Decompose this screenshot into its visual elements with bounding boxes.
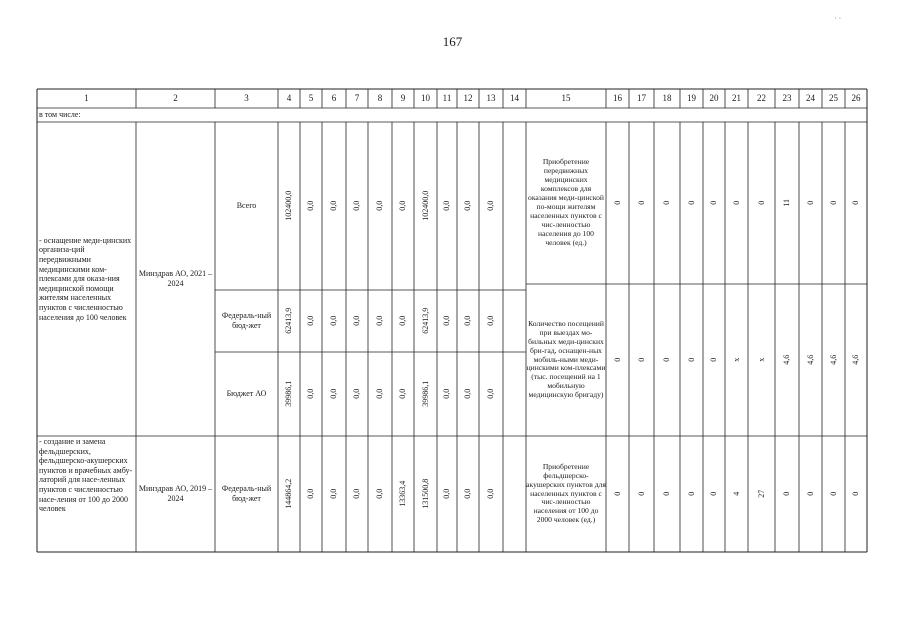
row1-indicator-1-value	[775, 122, 799, 284]
header-cell: 10	[421, 93, 430, 104]
row1-value	[479, 122, 503, 290]
cell-value: 0,0	[463, 201, 473, 211]
row1-value	[346, 122, 368, 290]
row1-indicator-2-value	[799, 284, 822, 436]
row2-value	[322, 436, 346, 552]
cell-value: x	[756, 358, 766, 362]
row2-value	[278, 436, 300, 552]
cell-value: 13363,4	[398, 481, 408, 507]
row1-indicator-2-value	[703, 284, 725, 436]
row2-value	[479, 436, 503, 552]
row2-indicator-value	[629, 436, 654, 552]
row1-value	[414, 122, 437, 290]
corner-marks: · ·	[834, 14, 842, 23]
row1-indicator-1-value	[799, 122, 822, 284]
row2-indicator-value	[775, 436, 799, 552]
row1-indicator-1-value	[703, 122, 725, 284]
header-cell: 3	[244, 93, 249, 104]
row1-value	[368, 352, 392, 436]
row2-value	[437, 436, 457, 552]
row1-value	[300, 122, 322, 290]
cell-value: 62413,9	[284, 308, 294, 334]
cell-value: 0	[636, 358, 646, 362]
cell-value: 0,0	[329, 316, 339, 326]
cell-value: 0	[709, 492, 719, 496]
cell-value: 39986,1	[284, 381, 294, 407]
cell-value: 0	[709, 201, 719, 205]
header-cell: 6	[331, 93, 337, 104]
header-cell: 4	[286, 93, 292, 104]
header-cell: 1	[84, 93, 89, 104]
cell-value: 0	[662, 201, 672, 205]
row1-source-2: Федераль-ный бюд-жет	[221, 311, 272, 330]
row2-measure-name: - создание и замена фельдшерских, фельдшерско-акушерских пунктов и врачебных амбу-латорий для насе-ленных пунктов с численностью насе-ления от 100 до 2000 человек	[39, 437, 133, 514]
cell-value: 4,6	[805, 355, 815, 365]
cell-value: 0,0	[352, 389, 362, 399]
header-cell: 23	[782, 93, 792, 104]
cell-value: 0,0	[352, 201, 362, 211]
row2-value	[368, 436, 392, 552]
cell-value: 102400,0	[284, 191, 294, 221]
cell-value: 131500,8	[420, 479, 430, 509]
cell-value: 0,0	[375, 489, 385, 499]
row2-indicator: Приобретение фельдшерско-акушерских пунктов для населенных пунктов с чис-ленностью населения от 100 до 2000 человек (ед.)	[526, 461, 606, 525]
row2-value	[457, 436, 479, 552]
cell-value: 4,6	[782, 355, 792, 365]
cell-value: 0	[686, 358, 696, 362]
cell-value: 0	[636, 492, 646, 496]
cell-value: 0,0	[306, 316, 316, 326]
cell-value: 0	[782, 492, 792, 496]
cell-value: 0,0	[486, 389, 496, 399]
cell-value: 0,0	[329, 201, 339, 211]
row2-value	[392, 436, 414, 552]
cell-value: 0	[756, 201, 766, 205]
cell-value: 102400,0	[420, 191, 430, 221]
row1-value	[479, 352, 503, 436]
row1-measure-name: - оснащение меди-цинских организа-ций передвижными медицинскими ком-плексами для оказа-ния медицинской помощи жителям населенных пунктов с численностью населения до 100 человек	[39, 235, 132, 322]
cell-value: 0	[612, 201, 622, 205]
row2-value	[414, 436, 437, 552]
header-cell: 20	[709, 93, 719, 104]
header-cell: 5	[308, 93, 314, 104]
cell-value: 0,0	[486, 489, 496, 499]
row1-value	[278, 122, 300, 290]
row1-value	[368, 122, 392, 290]
row2-indicator-value	[748, 436, 775, 552]
header-cell: 16	[613, 93, 622, 104]
header-cell: 12	[463, 93, 473, 104]
cell-value: 0,0	[463, 389, 473, 399]
header-cell: 8	[377, 93, 383, 104]
row1-value	[457, 122, 479, 290]
header-cell: 15	[561, 93, 571, 104]
cell-value: 0	[662, 492, 672, 496]
cell-value: 0,0	[442, 316, 452, 326]
cell-value: x	[731, 358, 741, 362]
cell-value: 0,0	[329, 389, 339, 399]
cell-value: 0,0	[375, 201, 385, 211]
cell-value: 0	[851, 201, 861, 205]
row1-value	[346, 352, 368, 436]
cell-value: 0	[636, 201, 646, 205]
cell-value: 4	[731, 492, 741, 496]
row1-value	[368, 290, 392, 352]
section-label: в том числе:	[39, 110, 81, 120]
row1-executor: Минздрав АО, 2021 – 2024	[138, 269, 213, 288]
header-cell: 13	[486, 93, 496, 104]
cell-value: 0,0	[463, 489, 473, 499]
cell-value: 0,0	[329, 489, 339, 499]
page-number: 167	[442, 34, 463, 49]
row1-value	[322, 352, 346, 436]
row2-indicator-value	[799, 436, 822, 552]
row1-indicator-1-value	[606, 122, 629, 284]
cell-value: 0,0	[442, 389, 452, 399]
row1-value	[278, 352, 300, 436]
cell-value: 0,0	[306, 201, 316, 211]
cell-value: 0,0	[442, 201, 452, 211]
cell-value: 0	[828, 201, 838, 205]
row1-value	[479, 290, 503, 352]
row2-indicator-value	[845, 436, 867, 552]
cell-value: 0,0	[486, 316, 496, 326]
cell-value: 0,0	[375, 316, 385, 326]
row1-indicator-2-value	[654, 284, 680, 436]
header-cell: 11	[442, 93, 452, 104]
cell-value: 0,0	[442, 489, 452, 499]
row1-value	[457, 290, 479, 352]
row1-indicator-2-value	[845, 284, 867, 436]
row2-indicator-value	[654, 436, 680, 552]
cell-value: 0,0	[352, 316, 362, 326]
cell-value: 0	[805, 201, 815, 205]
row1-indicator-2-value	[775, 284, 799, 436]
cell-value: 0	[828, 492, 838, 496]
row1-value	[322, 122, 346, 290]
cell-value: 0,0	[398, 316, 408, 326]
cell-value: 0,0	[375, 389, 385, 399]
row1-indicator-1-value	[654, 122, 680, 284]
cell-value: 0	[612, 358, 622, 362]
row1-value	[300, 352, 322, 436]
cell-value: 0,0	[463, 316, 473, 326]
cell-value: 27	[756, 490, 766, 498]
row1-value	[414, 352, 437, 436]
row2-indicator-value	[703, 436, 725, 552]
header-cell: 2	[173, 93, 178, 104]
row2-executor: Минздрав АО, 2019 – 2024	[138, 484, 213, 503]
row2-source: Федераль-ный бюд-жет	[221, 484, 272, 503]
row1-value	[322, 290, 346, 352]
row1-value	[414, 290, 437, 352]
header-cell: 9	[400, 93, 406, 104]
row1-indicator-2-value	[629, 284, 654, 436]
row1-indicator-1-value	[629, 122, 654, 284]
cell-value: 0,0	[306, 389, 316, 399]
header-cell: 25	[829, 93, 838, 104]
row1-value	[437, 290, 457, 352]
row1-value	[346, 290, 368, 352]
header-cell: 18	[662, 93, 672, 104]
row2-value	[346, 436, 368, 552]
cell-value: 0	[851, 492, 861, 496]
cell-value: 0	[731, 201, 741, 205]
row2-indicator-value	[606, 436, 629, 552]
header-cell: 7	[354, 93, 360, 104]
row1-indicator-2-value	[680, 284, 703, 436]
row1-value	[457, 352, 479, 436]
header-cell: 21	[732, 93, 741, 104]
cell-value: 4,6	[851, 355, 861, 365]
row1-indicator-1-value	[725, 122, 748, 284]
cell-value: 11	[782, 199, 792, 207]
row1-indicator-1-value	[822, 122, 845, 284]
header-cell: 17	[637, 93, 646, 104]
cell-value: 0	[612, 492, 622, 496]
row1-value	[278, 290, 300, 352]
row2-indicator-value	[725, 436, 748, 552]
cell-value: 4,6	[828, 355, 838, 365]
row1-indicator-1-value	[680, 122, 703, 284]
row1-indicator-1-value	[748, 122, 775, 284]
cell-value: 0	[686, 201, 696, 205]
header-cell: 24	[806, 93, 815, 104]
row1-indicator-2-value	[725, 284, 748, 436]
row1-value	[392, 352, 414, 436]
row1-source-3: Бюджет АО	[226, 389, 267, 399]
row1-indicator-1: Приобретение передвижных медицинских комплексов для оказания меди-цинской по-мощи жителям населенных пунктов с чис-ленностью населения до 100 человек (ед.)	[528, 157, 604, 247]
header-cell: 14	[510, 93, 519, 104]
row1-value	[392, 290, 414, 352]
cell-value: 0,0	[398, 389, 408, 399]
cell-value: 62413,9	[420, 308, 430, 334]
cell-value: 0,0	[486, 201, 496, 211]
row1-indicator-2: Количество посещений при выездах мо-бильных меди-цинских бри-гад, оснащен-ных мобиль-ными меди-цинскими ком-плексами (тыс. посещений на 1 мобильную медицинскую бригаду)	[526, 318, 606, 400]
header-cell: 19	[687, 93, 696, 104]
row2-indicator-value	[822, 436, 845, 552]
row1-indicator-2-value	[606, 284, 629, 436]
row2-indicator-value	[680, 436, 703, 552]
cell-value: 0	[805, 492, 815, 496]
cell-value: 144864,2	[284, 479, 294, 509]
row2-value	[300, 436, 322, 552]
row1-value	[437, 122, 457, 290]
cell-value: 0,0	[306, 489, 316, 499]
row1-value	[300, 290, 322, 352]
row1-indicator-1-value	[845, 122, 867, 284]
row1-value	[437, 352, 457, 436]
cell-value: 0,0	[398, 201, 408, 211]
row1-value	[392, 122, 414, 290]
cell-value: 39986,1	[420, 381, 430, 407]
cell-value: 0	[686, 492, 696, 496]
row1-source-1: Всего	[236, 201, 257, 211]
header-cell: 26	[851, 93, 861, 104]
row1-indicator-2-value	[822, 284, 845, 436]
row1-indicator-2-value	[748, 284, 775, 436]
header-cell: 22	[757, 93, 766, 104]
cell-value: 0	[662, 358, 672, 362]
cell-value: 0	[709, 358, 719, 362]
cell-value: 0,0	[352, 489, 362, 499]
